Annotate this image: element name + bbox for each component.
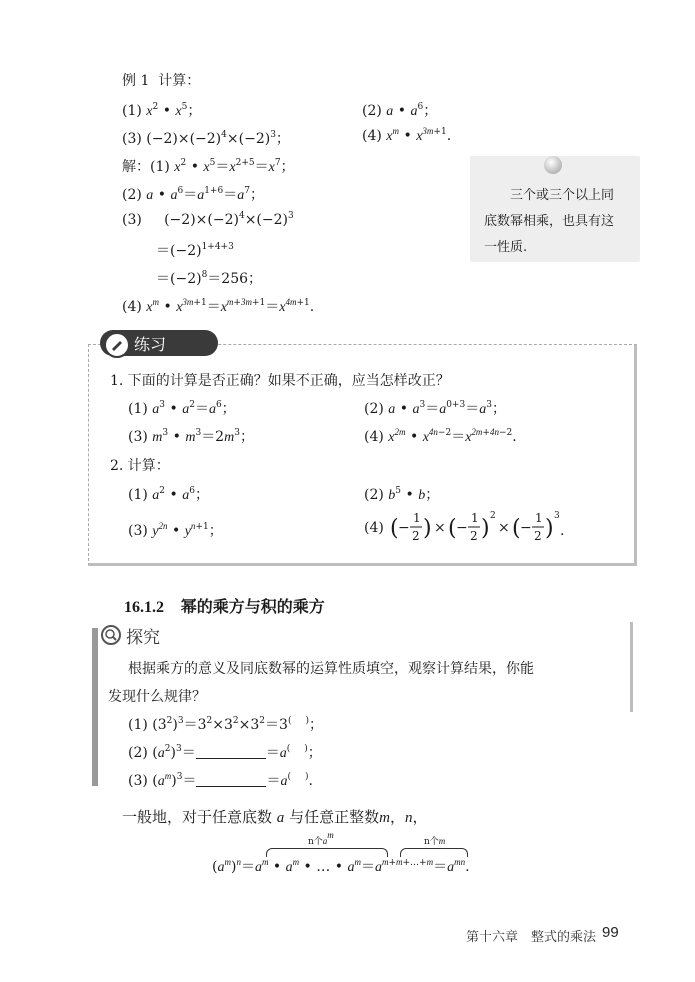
exercise-q1-part-1: (1) $a^3$ • $a^2=a^6$； [128,400,236,417]
solution-line-4: $=(-2)^{1+4+3}$ [156,242,234,259]
explore-line-2: 发现什么规律？ [108,689,206,705]
note-line-1: 三个或三个以上同 [510,188,615,203]
svg-text:(: ( [512,516,521,541]
exercise-q2-part-4: (4) ( − 1 2 ) × ( − 1 2 ) 2 × ( − 1 2 ) 3 . [364,511,565,543]
example-part-2: (2) a • $a^6$； [362,102,438,119]
svg-text:): ) [481,516,490,541]
brace-2 [400,848,468,857]
svg-text:.: . [560,523,565,539]
brace-label-2: n个m [424,836,446,847]
footer-chapter: 第十六章 整式的乘法 [466,930,597,945]
page-number: 99 [602,924,619,941]
exercise-q2-part-3: (3) $y^{2n}$ • $y^{n+1}$； [128,521,223,539]
pencil-icon [104,332,130,358]
example-heading [122,70,200,90]
brace-1 [266,848,388,857]
svg-text:1: 1 [535,511,543,525]
explore-right-bar [630,622,633,712]
svg-text:1: 1 [413,511,421,525]
solution-line-6: (4) $x^m$ • $x^{3m+1}=x^{m+3m+1}=x^{4m+1}$. [122,297,315,315]
magnifier-icon [100,624,122,650]
solution-line-3: (3) $(-2)\times(-2)^4\times(-2)^3$ [122,211,294,228]
solution-line-5: $=(-2)^8=256$； [156,270,263,287]
svg-text:−: − [520,520,533,536]
pin-icon [544,156,562,174]
example-label: 例 1 [122,73,150,89]
explore-item-1: (1) $(3^2)^3=3^2\times 3^2\times 3^2=3^{( )}$； [128,716,323,733]
exercise-q1-part-4: (4) $x^{2m}$ • $x^{4n-2}=x^{2m+4n-2}$. [364,427,517,445]
section-title: 幂的乘方与积的乘方 [180,597,325,616]
exercise-q1-part-2: (2) a • $a^3=a^{0+3}=a^3$； [364,400,506,417]
explore-item-3: (3) $(a^m)^3= =a^{( )}$. [128,771,313,789]
svg-text:(: ( [448,516,457,541]
svg-text:×: × [498,520,511,536]
svg-text:3: 3 [554,511,561,521]
exercise-title: 练习 [134,335,167,354]
example-part-3: (3) $(-2)\times(-2)^4\times(-2)^3$； [122,130,290,147]
general-formula: $(a^m)^n=a^m$ • $a^m$ • … • $a^m=a^{m+m+\dots+m}=a^{mn}$. [212,857,470,875]
exercise-q2: 2. 计算： [110,458,170,474]
svg-text:2: 2 [470,529,478,543]
svg-text:): ) [423,516,432,541]
example-title: 计算： [158,73,201,89]
exercise-q2-part-1: (1) $a^2$ • $a^6$； [128,486,209,503]
general-statement: 一般地，对于任意底数 a 与任意正整数m，n， [122,808,428,826]
explore-title: 探究 [126,628,160,648]
explore-line-1: 根据乘方的意义及同底数幂的运算性质填空，观察计算结果，你能 [128,661,534,677]
svg-text:×: × [434,520,447,536]
side-note [470,156,640,262]
svg-text:): ) [545,516,554,541]
solution-line-2: (2) a • $a^6=a^{1+6}=a^7$； [122,186,264,203]
svg-text:1: 1 [471,511,479,525]
blank-field [196,774,266,787]
example-part-4: (4) $x^m$ • $x^{3m+1}$. [362,126,452,144]
section-number: 16.1.2 [124,599,164,616]
blank-field [196,746,266,759]
svg-text:−: − [456,520,469,536]
svg-text:(: ( [390,516,399,541]
section-heading [124,594,325,617]
explore-item-2: (2) $(a^2)^3= =a^{( )}$； [128,744,322,761]
exercise-q1-part-3: (3) $m^3$ • $m^3=2m^3$； [128,428,254,445]
example-part-1: (1) $x^2$ • $x^5$； [122,102,202,119]
solution-line-1: 解：(1) $x^2$ • $x^5=x^{2+5}=x^7$； [122,158,295,175]
svg-text:2: 2 [412,529,420,543]
svg-text:−: − [398,520,411,536]
svg-text:2: 2 [534,529,542,543]
note-line-2: 底数幂相乘，也具有这 [484,214,615,229]
exercise-q1: 1. 下面的计算是否正确？如果不正确，应当怎样改正？ [110,373,450,389]
explore-side-bar [92,628,98,786]
note-line-3: 一性质. [484,240,528,255]
svg-text:2: 2 [490,511,497,521]
brace-label-1: n个$a^m$ [308,830,334,847]
exercise-q2-part-2: (2) $b^5$ • b； [364,486,440,503]
